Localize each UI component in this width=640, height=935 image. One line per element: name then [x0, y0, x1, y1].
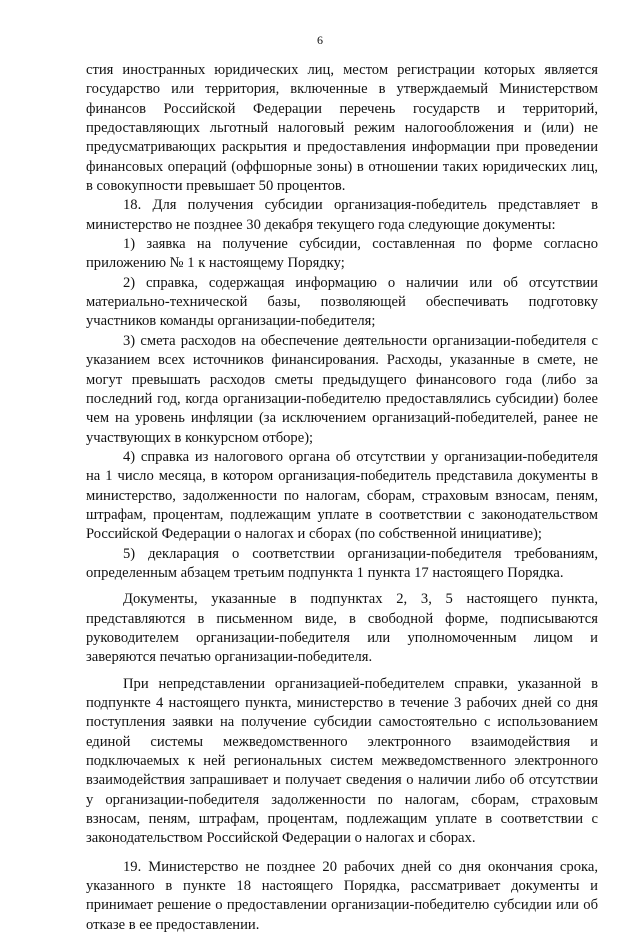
paragraph-subitem-1: 1) заявка на получение субсидии, составленная по форме согласно приложению № 1 к настоящему Порядку;: [86, 236, 598, 272]
document-body: [86, 61, 598, 935]
paragraph-item-18: 18. Для получения субсидии организация-победитель представляет в министерство не позднее 30 декабря текущего года следующие документы:: [86, 197, 598, 233]
paragraph-subitem-2: 2) справка, содержащая информацию о наличии или об отсутствии материально-технической базы, позволяющей обеспечивать подготовку участников команды организации-победителя;: [86, 274, 598, 330]
paragraph-non-submission: При непредставлении организацией-победителем справки, указанной в подпункте 4 настоящего пункта, министерство в течение 3 рабочих дней со дня поступления заявки на получение субсидии самостоятельно с использованием единой системы межведомственного электронного взаимодействия и подключаемых к ней региональных систем межведомственного электронного взаимодействия запрашивает и получает сведения о наличии либо об отсутствии у организации-победителя задолженности по налогам, сборам, страховым взносам, пеням, штрафам, процентам, подлежащим уплате в соответствии с законодательством Российской Федерации о налогах и сборах.: [86, 675, 598, 847]
paragraph-subitem-3: 3) смета расходов на обеспечение деятельности организации-победителя с указанием всех источников финансирования. Расходы, указанные в смете, не могут превышать расходов сметы предыдущего финансового года (либо за последний год, когда организации-победителю предоставлялись субсидии) более чем на уровень инфляции (за исключением организаций-победителей, ранее не участвующих в конкурсном отборе);: [86, 332, 598, 446]
page-number: 6: [317, 33, 323, 47]
paragraph-item-19: 19. Министерство не позднее 20 рабочих дней со дня окончания срока, указанного в пункте 18 настоящего Порядка, рассматривает документы и принимает решение о предоставлении организации-победителю субсидии или об отказе в ее предоставлении.: [86, 858, 598, 933]
paragraph-subitem-4: 4) справка из налогового органа об отсутствии у организации-победителя на 1 число месяца, в котором организация-победитель представила документы в министерство, задолженности по налогам, сборам, страховым взносам, пеням, штрафам, процентам, подлежащим уплате в соответствии с законодательством Российской Федерации о налогах и сборах (по собственной инициативе);: [86, 448, 598, 543]
paragraph-subitem-5: 5) декларация о соответствии организации-победителя требованиям, определенным абзацем третьим подпункта 1 пункта 17 настоящего Порядка.: [86, 545, 598, 581]
paragraph-continuation: стия иностранных юридических лиц, местом регистрации которых является государство или территория, включенные в утверждаемый Министерством финансов Российской Федерации перечень государств и территорий, предоставляющих льготный налоговый режим налогообложения и (или) не предусматривающих раскрытия и предоставления информации при проведении финансовых операций (оффшорные зоны) в отношении таких юридических лиц, в совокупности превышает 50 процентов.: [86, 62, 598, 195]
paragraph-documents-form: Документы, указанные в подпунктах 2, 3, 5 настоящего пункта, представляются в письменном виде, в свободной форме, подписываются руководителем организации-победителя или уполномоченным лицом и заверяются печатью организации-победителя.: [86, 591, 598, 666]
